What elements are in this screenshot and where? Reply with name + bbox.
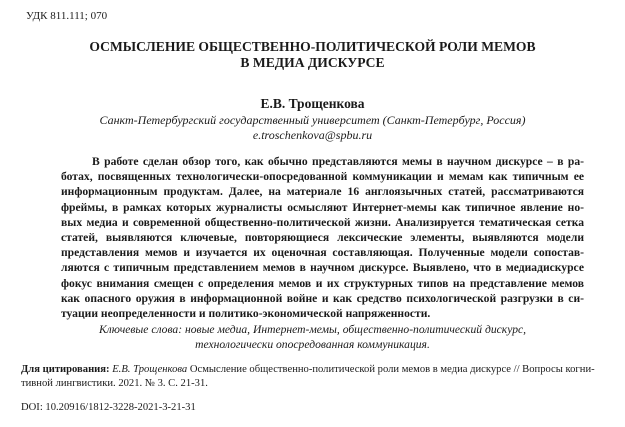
citation-label: Для цитирования: xyxy=(21,364,110,375)
citation xyxy=(21,363,609,390)
abstract-line: представления мемов и изучается их оценочная составляющая. Полученные модели сопостав- xyxy=(61,246,584,260)
abstract-line: ботах, посвященных технологически-опосредованной коммуникации и мемам как типичным ее xyxy=(61,170,584,184)
affiliation-email: e.troschenkova@spbu.ru xyxy=(252,128,373,142)
keywords xyxy=(0,322,625,352)
keywords-line-1 xyxy=(0,322,625,337)
abstract-line: фокус внимания смещен с определения мемов и их структурных типов на представление мемов xyxy=(61,276,584,290)
author-name: Е.В. Трощенкова xyxy=(260,96,365,111)
doi: DOI: 10.20916/1812-3228-2021-3-21-31 xyxy=(21,402,196,413)
article-title xyxy=(0,39,625,71)
keywords-text-2: технологически опосредованная коммуникация. xyxy=(195,338,430,351)
citation-text-1: Осмысление общественно-политической роли мемов в медиа дискурсе // Вопросы когни- xyxy=(189,364,595,375)
citation-line-1 xyxy=(21,363,609,377)
affiliation-university: Санкт-Петербургский государственный университет (Санкт-Петербург, Россия) xyxy=(99,113,526,127)
keywords-text-1: новые медиа, Интернет-мемы, общественно-политический дискурс, xyxy=(184,323,527,336)
abstract-line: фреймы, в рамках которых журналисты осмысляют Интернет-мемы как типичное явление но- xyxy=(61,200,584,214)
citation-author: Е.В. Трощенкова xyxy=(112,364,188,375)
abstract-line: вых медиа и современной общественно-политической жизни. Анализируется тематическая сетка xyxy=(61,215,584,229)
abstract xyxy=(61,154,584,321)
abstract-line: ляются с типичным представлением мемов в научном дискурсе. Выявлено, что в медиадискурсе xyxy=(61,261,584,275)
title-line-1: ОСМЫСЛЕНИЕ ОБЩЕСТВЕННО-ПОЛИТИЧЕСКОЙ РОЛИ МЕМОВ xyxy=(89,39,536,54)
abstract-line: информационным продуктам. Далее, на материале 16 англоязычных статей, рассматриваются xyxy=(61,185,584,199)
author-affiliation xyxy=(0,113,625,143)
abstract-line: туации неопределенности и политико-экономической напряженности. xyxy=(61,307,431,321)
keywords-label: Ключевые слова: xyxy=(98,323,183,336)
citation-text-2: тивной лингвистики. 2021. № 3. С. 21-31. xyxy=(21,377,208,389)
abstract-line: В работе сделан обзор того, как обычно представляются мемы в научном дискурсе – в ра- xyxy=(92,155,584,168)
udc-code: УДК 811.111; 070 xyxy=(26,10,108,22)
abstract-line: как опасного оружия в информационной войне и как средство психологической разгрузки в си- xyxy=(61,291,584,305)
title-line-2: В МЕДИА ДИСКУРСЕ xyxy=(240,55,385,70)
abstract-line: статей, выявляются ключевые, повторяющиеся лексические элементы, выявляются модели xyxy=(61,231,584,245)
